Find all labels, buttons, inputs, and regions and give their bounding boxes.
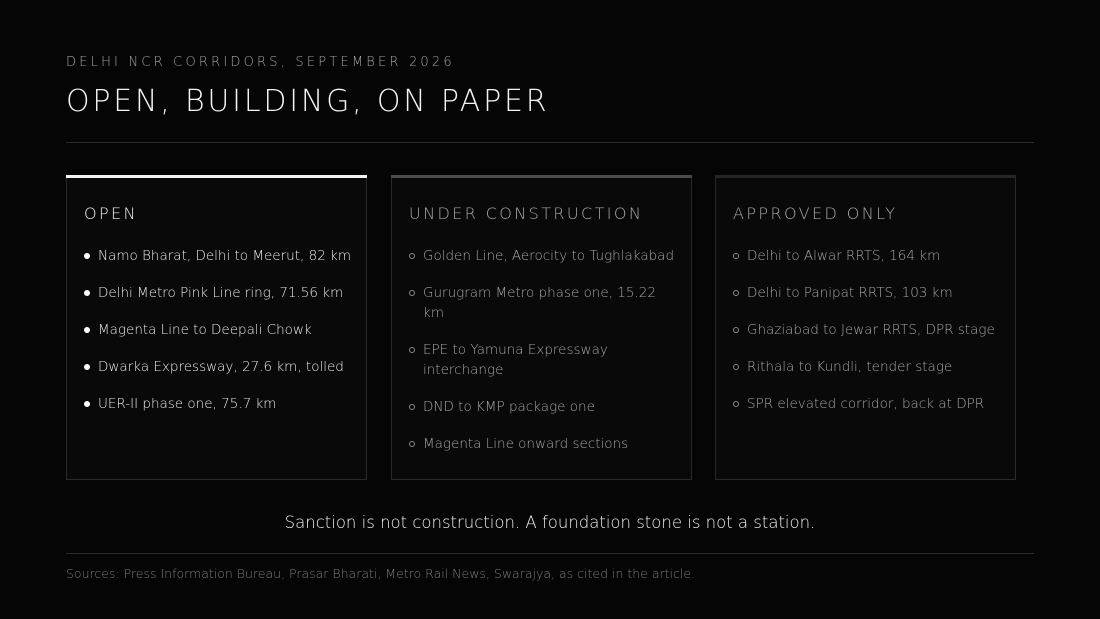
list-item (409, 397, 681, 417)
hollow-circle-icon (733, 401, 739, 407)
filled-dot-icon (84, 364, 90, 370)
filled-dot-icon (84, 401, 90, 407)
list-item (409, 283, 681, 323)
sources-note: Sources: Press Information Bureau, Prasar Bharati, Metro Rail News, Swarajya, as cited in the article. (66, 566, 696, 581)
card-under-construction-list (409, 246, 681, 471)
page-title: OPEN, BUILDING, ON PAPER (66, 84, 550, 119)
hollow-circle-icon (733, 253, 739, 259)
filled-dot-icon (84, 327, 90, 333)
list-item (733, 246, 1005, 266)
card-approved-only-accent-bar (715, 175, 1016, 178)
list-item (733, 320, 1005, 340)
divider-bottom (66, 553, 1034, 554)
filled-dot-icon (84, 253, 90, 259)
card-under-construction-accent-bar (391, 175, 692, 178)
list-item (409, 434, 681, 454)
hollow-circle-icon (733, 290, 739, 296)
hollow-circle-icon (409, 253, 415, 259)
hollow-circle-icon (733, 327, 739, 333)
card-open-list (84, 246, 356, 431)
list-item (409, 246, 681, 266)
list-item-text: Delhi Metro Pink Line ring, 71.56 km (98, 285, 344, 301)
card-under-construction (391, 175, 692, 480)
list-item-text: EPE to Yamuna Expressway interchange (423, 342, 608, 378)
list-item (733, 394, 1005, 414)
tagline: Sanction is not construction. A foundation stone is not a station. (284, 513, 816, 532)
hollow-circle-icon (409, 290, 415, 296)
list-item (733, 283, 1005, 303)
list-item (84, 394, 356, 414)
list-item (733, 357, 1005, 377)
filled-dot-icon (84, 290, 90, 296)
divider-top (66, 142, 1034, 143)
hollow-circle-icon (409, 441, 415, 447)
hollow-circle-icon (409, 347, 415, 353)
list-item-text: Rithala to Kundli, tender stage (747, 359, 953, 375)
card-approved-only (715, 175, 1016, 480)
list-item (84, 246, 356, 266)
card-open (66, 175, 367, 480)
eyebrow-label: DELHI NCR CORRIDORS, SEPTEMBER 2026 (66, 55, 455, 70)
list-item-text: Namo Bharat, Delhi to Meerut, 82 km (98, 248, 352, 264)
list-item-text: Golden Line, Aerocity to Tughlakabad (423, 248, 675, 264)
list-item (409, 340, 681, 380)
card-under-construction-heading: UNDER CONSTRUCTION (409, 204, 644, 223)
list-item-text: Magenta Line to Deepali Chowk (98, 322, 312, 338)
card-approved-only-list (733, 246, 1005, 431)
hollow-circle-icon (409, 404, 415, 410)
list-item-text: UER-II phase one, 75.7 km (98, 396, 277, 412)
list-item (84, 357, 356, 377)
list-item-text: Ghaziabad to Jewar RRTS, DPR stage (747, 322, 995, 338)
list-item-text: Delhi to Alwar RRTS, 164 km (747, 248, 941, 264)
list-item (84, 283, 356, 303)
card-open-accent-bar (66, 175, 367, 178)
list-item (84, 320, 356, 340)
card-approved-only-heading: APPROVED ONLY (733, 204, 898, 223)
card-open-heading: OPEN (84, 204, 138, 223)
list-item-text: Magenta Line onward sections (423, 436, 629, 452)
list-item-text: SPR elevated corridor, back at DPR (747, 396, 985, 412)
list-item-text: Gurugram Metro phase one, 15.22 km (423, 285, 656, 321)
hollow-circle-icon (733, 364, 739, 370)
list-item-text: Delhi to Panipat RRTS, 103 km (747, 285, 953, 301)
list-item-text: DND to KMP package one (423, 399, 595, 415)
list-item-text: Dwarka Expressway, 27.6 km, tolled (98, 359, 344, 375)
